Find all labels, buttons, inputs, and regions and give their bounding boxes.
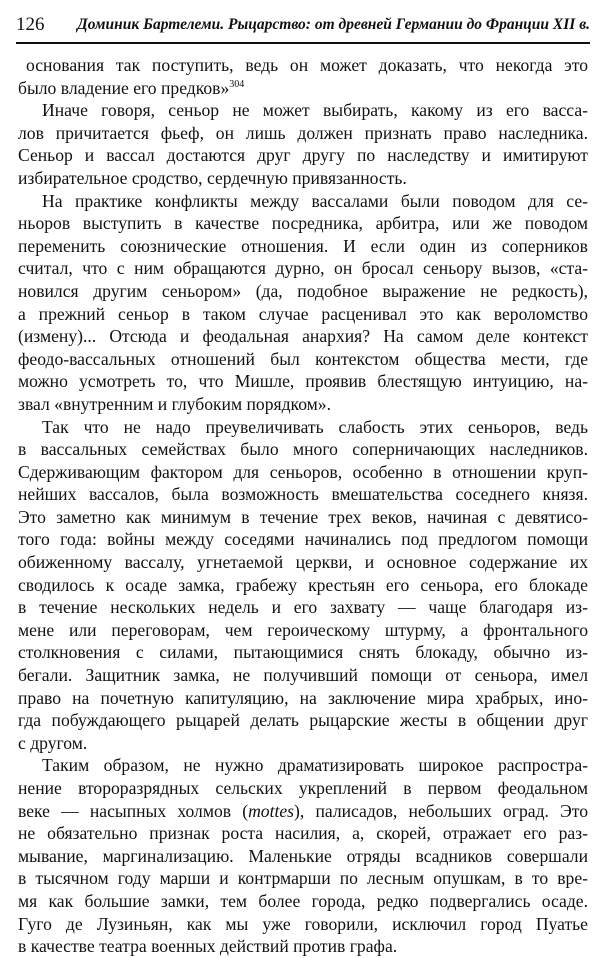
footnote-marker: 304 xyxy=(229,78,245,90)
text-line: Иначе говоря, сеньор не может выбирать, какому из его васса- xyxy=(42,100,588,121)
paragraph xyxy=(18,190,588,416)
text-line: переменить союзнические отношения. И если один из соперников xyxy=(18,235,588,256)
text-line: нение второразрядных сельских укреплений в первом феодальном xyxy=(18,778,588,798)
text-line: мывание, маргинализацию. Маленькие отряды всадников совершали xyxy=(18,845,588,866)
text-line: веке — насыпных холмов (mottes), палисадов, небольших оград. Это xyxy=(18,800,588,821)
text-line: того года: войны между соседями начинались под предлогом помощи xyxy=(18,529,588,550)
text-line: звал «внутренним и глубоким порядком». xyxy=(18,393,331,414)
text-line: феодо-вассальных отношений был контекстом общества мести, где xyxy=(18,348,588,369)
running-title: Доминик Бартелеми. Рыцарство: от древней Германии до Франции XII в. xyxy=(77,16,590,33)
text-line: право на почетную капитуляцию, на заключение мира храбрых, ино- xyxy=(18,687,588,708)
text-line: избирательное сродство, сердечную привязанность. xyxy=(18,167,407,188)
text-line: бегали. Защитник замка, не получивший помощи от сеньора, имел xyxy=(18,665,588,686)
paragraph xyxy=(18,54,588,99)
page-header xyxy=(16,12,590,44)
text-line: новился другим сеньором» (да, подобное выражение не редкость), xyxy=(18,280,588,301)
latin-term: mottes xyxy=(248,800,295,821)
text-line: Гуго де Лузиньян, как мы уже говорили, исключил город Пуатье xyxy=(18,913,588,934)
text-line: а прежний сеньор в таком случае расценивал это как вероломство xyxy=(18,303,588,324)
text-line: ньоров выступить в качестве посредника, арбитра, или же поводом xyxy=(18,213,588,234)
text-line: мене или переговорам, чем героическому штурму, а фронтального xyxy=(18,619,588,640)
text-line: можно усмотреть то, что Мишле, проявив блестящую интуицию, на- xyxy=(18,371,588,392)
text-line: с другом. xyxy=(18,732,88,753)
text-line: обиженному вассалу, угнетаемой церкви, и основное содержание их xyxy=(18,552,588,573)
text-line: сводилось к осаде замка, грабежу крестьян его сеньора, его блокаде xyxy=(18,574,588,595)
text-line: в течение нескольких недель и его захвату — чаще благодаря из- xyxy=(18,597,588,618)
text-line: нейших вассалов, была возможность вмешательства соседнего князя. xyxy=(18,484,588,505)
text-line: не обязательно признак роста насилия, а, скорей, отражает его раз- xyxy=(18,823,588,844)
text-line: Сеньор и вассал достаются друг другу по наследству и имитируют xyxy=(18,145,588,166)
text-line: считал, что с ним обращаются дурно, он бросал сеньору вызов, «ста- xyxy=(18,258,588,279)
text-line: мя как большие замки, тем более города, редко подвергались осаде. xyxy=(18,890,588,911)
text-line: основания так поступить, ведь он может доказать, что некогда это xyxy=(26,55,588,75)
text-line: Таким образом, не нужно драматизировать широкое распростра- xyxy=(42,755,588,776)
text-line: в качестве театра военных действий против графа. xyxy=(18,936,398,957)
paragraph xyxy=(18,99,588,189)
text-line-content: было владение его предков» xyxy=(18,77,230,98)
text-line: в вассальных семействах было много соперничающих наследников. xyxy=(18,439,588,460)
text-line: в тысячном году марши и контрмарши по лесным опушкам, в то вре- xyxy=(18,868,588,889)
text-line: гда побуждающего рыцарей делать рыцарские жесты в общении друг xyxy=(18,710,588,731)
paragraph xyxy=(18,754,588,957)
text-line: Это заметно как минимум в течение трех веков, начиная с девятисо- xyxy=(18,506,588,527)
text-line xyxy=(18,77,588,100)
text-line: лов причитается фьеф, он лишь должен признать право наследника. xyxy=(18,122,588,143)
body-text xyxy=(18,54,588,958)
page-number: 126 xyxy=(16,14,45,35)
text-line: На практике конфликты между вассалами были поводом для се- xyxy=(42,190,588,211)
paragraph xyxy=(18,416,588,755)
text-line: Так что не надо преувеличивать слабость этих сеньоров, ведь xyxy=(42,416,588,437)
text-line: (измену)... Отсюда и феодальная анархия? На самом деле контекст xyxy=(18,326,588,347)
text-line: Сдерживающим фактором для сеньоров, особенно в отношении круп- xyxy=(18,461,588,482)
text-line: столкновения с силами, пытающимися снять блокаду, обычно из- xyxy=(18,642,588,663)
